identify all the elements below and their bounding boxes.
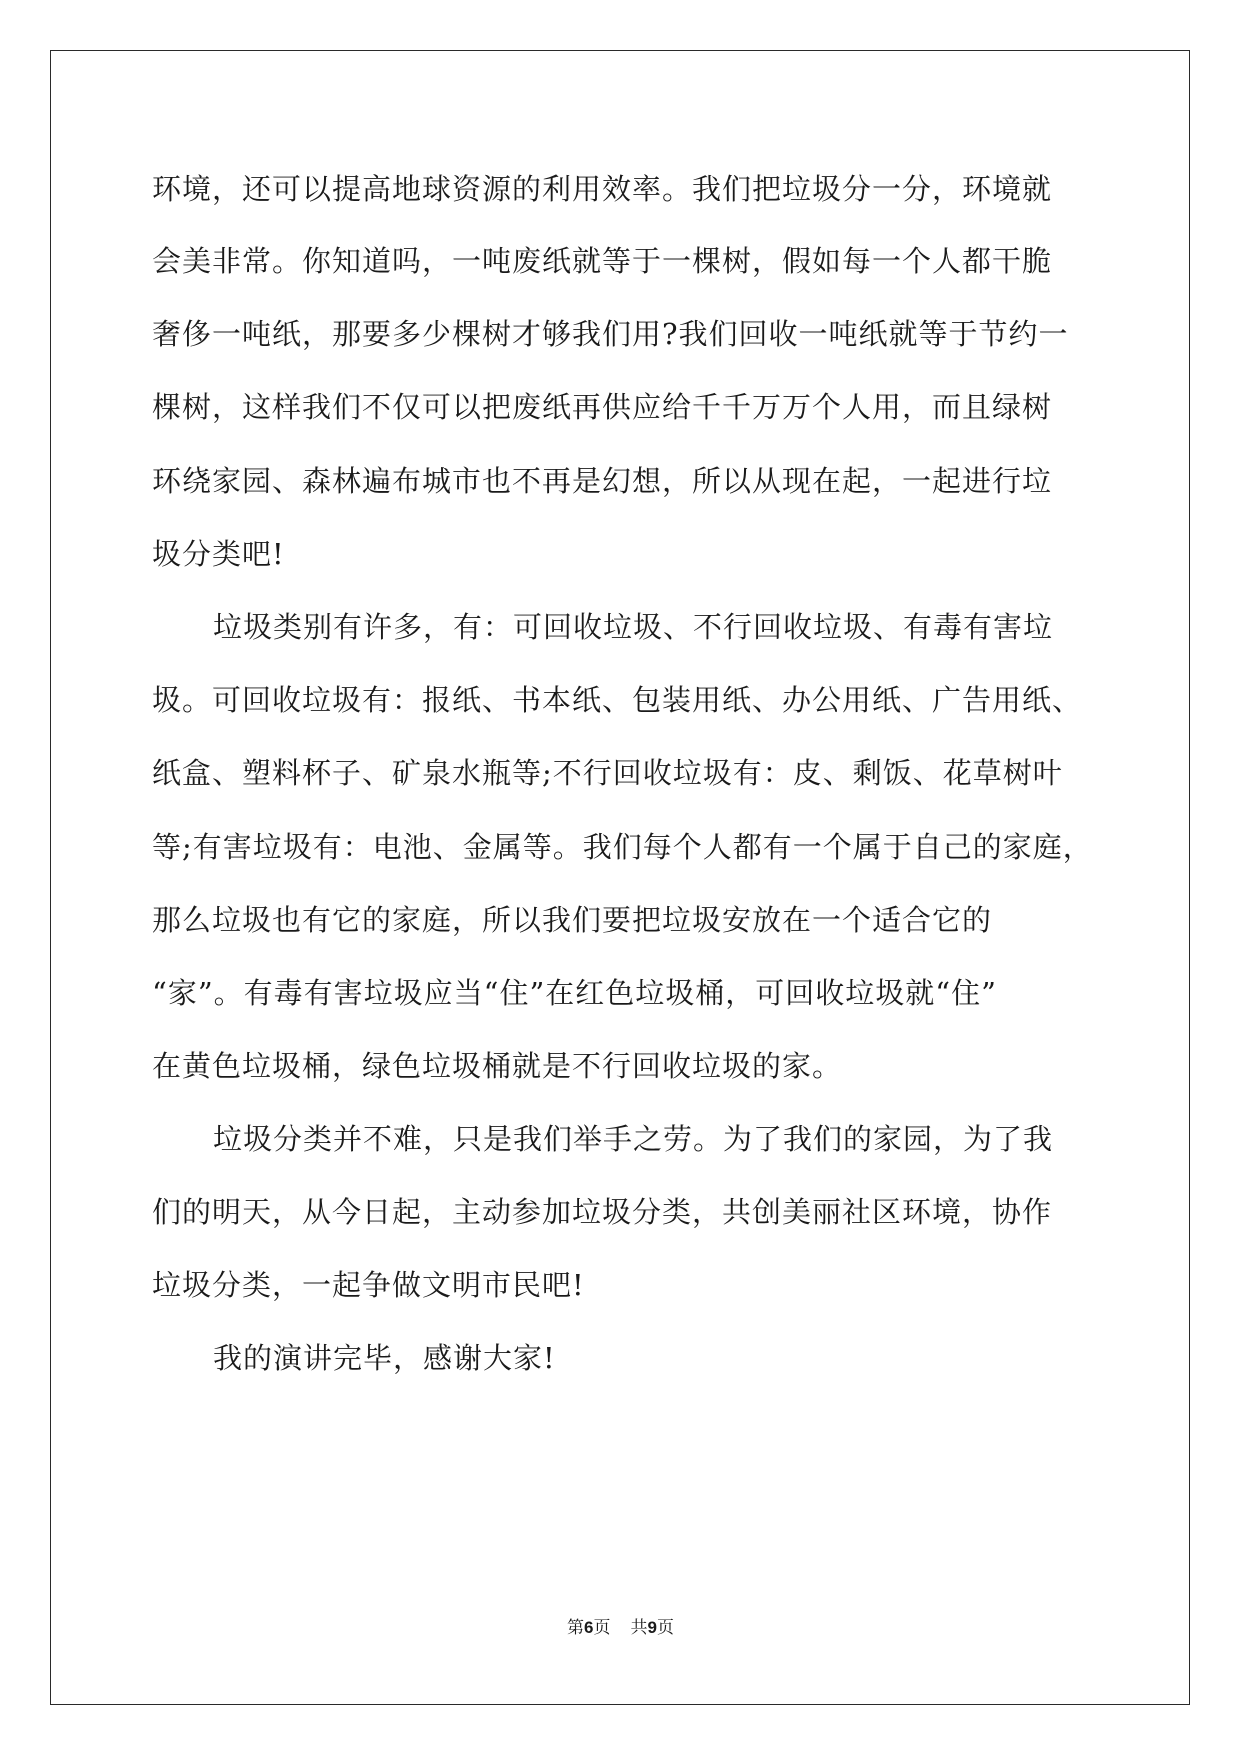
paragraph-line: 环境，还可以提高地球资源的利用效率。我们把垃圾分一分，环境就 bbox=[152, 172, 1053, 206]
paragraph-line: 我的演讲完毕，感谢大家! bbox=[213, 1341, 556, 1375]
page-prefix: 第 bbox=[567, 1618, 585, 1638]
total-prefix: 共 bbox=[630, 1618, 648, 1638]
paragraph-line: 奢侈一吨纸，那要多少棵树才够我们用?我们回收一吨纸就等于节约一 bbox=[152, 317, 1069, 351]
paragraph-line: 们的明天，从今日起，主动参加垃圾分类，共创美丽社区环境，协作 bbox=[152, 1195, 1053, 1229]
paragraph-line: 会美非常。你知道吗，一吨废纸就等于一棵树，假如每一个人都干脆 bbox=[152, 244, 1053, 278]
paragraph-line: 棵树，这样我们不仅可以把废纸再供应给千千万万个人用，而且绿树 bbox=[152, 390, 1053, 424]
paragraph-line: 那么垃圾也有它的家庭，所以我们要把垃圾安放在一个适合它的 bbox=[152, 903, 993, 937]
paragraph-line: 圾分类吧! bbox=[152, 537, 285, 571]
paragraph-line: “家”。有毒有害垃圾应当“住”在红色垃圾桶，可回收垃圾就“住” bbox=[152, 976, 997, 1010]
paragraph-line: 纸盒、塑料杯子、矿泉水瓶等;不行回收垃圾有：皮、剩饭、花草树叶 bbox=[152, 756, 1063, 790]
total-pages: 9 bbox=[647, 1618, 657, 1637]
page-suffix: 页 bbox=[593, 1618, 611, 1638]
paragraph-line: 在黄色垃圾桶，绿色垃圾桶就是不行回收垃圾的家。 bbox=[152, 1049, 843, 1083]
paragraph-line: 垃圾分类并不难，只是我们举手之劳。为了我们的家园，为了我 bbox=[213, 1122, 1054, 1156]
paragraph-line: 等;有害垃圾有：电池、金属等。我们每个人都有一个属于自己的家庭， bbox=[152, 830, 1093, 864]
paragraph-line: 圾。可回收垃圾有：报纸、书本纸、包装用纸、办公用纸、广告用纸、 bbox=[152, 683, 1083, 717]
paragraph-line: 垃圾分类，一起争做文明市民吧! bbox=[152, 1268, 585, 1302]
page-footer bbox=[0, 1613, 1241, 1638]
page-number: 6 bbox=[584, 1618, 594, 1637]
paragraph-line: 环绕家园、森林遍布城市也不再是幻想，所以从现在起，一起进行垃 bbox=[152, 464, 1053, 498]
paragraph-line: 垃圾类别有许多，有：可回收垃圾、不行回收垃圾、有毒有害垃 bbox=[213, 610, 1054, 644]
total-suffix: 页 bbox=[656, 1618, 674, 1638]
